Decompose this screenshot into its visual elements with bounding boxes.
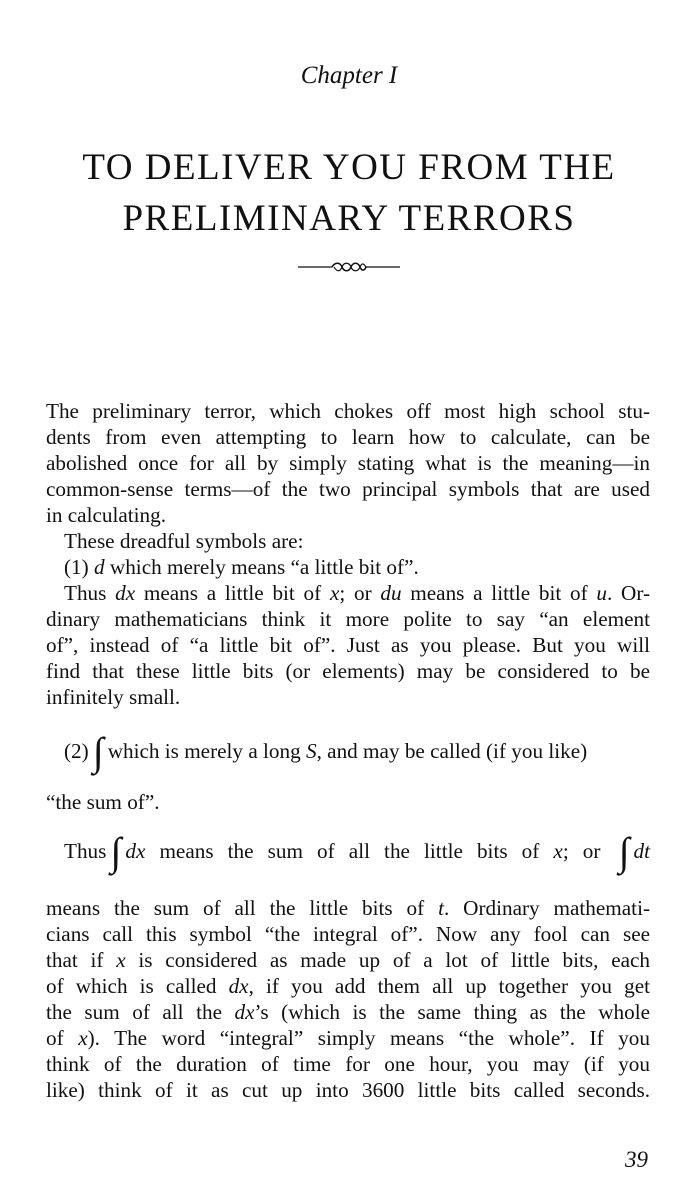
text-line: infinitely small. <box>46 685 181 709</box>
chapter-title-line-1: TO DELIVER YOU FROM THE <box>82 147 616 188</box>
text-line: Thus dx means a little bit of x; or du means a little bit of u. Or- <box>64 581 651 605</box>
text-line: common-sense terms—of the two principal symbols that are used <box>46 477 650 501</box>
text-line: think of the duration of time for one hour, you may (if you <box>46 1052 650 1076</box>
text-line-symbol-d: (1) d which merely means “a little bit of”. <box>64 555 419 579</box>
text-line: means the sum of all the little bits of t. Ordinary mathemati- <box>46 896 651 920</box>
page-number: 39 <box>625 1147 648 1172</box>
text-line-integral: Thus ∫ dx means the sum of all the little bits of x; or ∫ dt <box>64 829 651 874</box>
text-line: like) think of it as cut up into 3600 little bits called seconds. <box>46 1078 650 1102</box>
text-line: find that these little bits (or elements) may be considered to be <box>46 659 650 683</box>
integral-symbol: ∫ <box>92 729 104 774</box>
text-line: “the sum of”. <box>46 790 160 814</box>
text-line: that if x is considered as made up of a lot of little bits, each <box>46 948 650 972</box>
text-line-integral: (2) ∫ which is merely a long S, and may be called (if you like) <box>64 729 588 774</box>
paragraph-integral-dx <box>46 829 651 874</box>
paragraph-dreadful-symbols <box>46 528 650 580</box>
chapter-label: Chapter I <box>300 62 398 89</box>
paragraph-little-bit <box>46 580 650 710</box>
text-line: of”, instead of “a little bit of”. Just as you please. But you will <box>46 633 650 657</box>
text-line: abolished once for all by simply stating what is the meaning—in <box>46 451 650 475</box>
paragraph-integral-explanation <box>46 895 650 1103</box>
paragraph-long-s-continuation <box>46 789 650 815</box>
text-line: cians call this symbol “the integral of”. Now any fool can see <box>46 922 650 946</box>
integral-symbol: ∫ <box>110 829 122 874</box>
paragraph-long-s <box>46 729 650 774</box>
text-line: These dreadful symbols are: <box>64 529 304 553</box>
text-line: The preliminary terror, which chokes off most high school stu- <box>46 399 650 423</box>
text-line: dinary mathematicians think it more polite to say “an element <box>46 607 650 631</box>
text-line: of which is called dx, if you add them all up together you get <box>46 974 650 998</box>
paragraph-preliminary-terror <box>46 398 650 528</box>
chapter-title-line-2: PRELIMINARY TERRORS <box>122 198 576 239</box>
text-line: dents from even attempting to learn how to calculate, can be <box>46 425 650 449</box>
text-line: of x). The word “integral” simply means “the whole”. If you <box>46 1026 650 1050</box>
text-line: the sum of all the dx’s (which is the same thing as the whole <box>46 1000 650 1024</box>
integral-symbol: ∫ <box>618 829 630 874</box>
text-line: in calculating. <box>46 503 167 527</box>
title-ornament-icon <box>298 259 400 275</box>
